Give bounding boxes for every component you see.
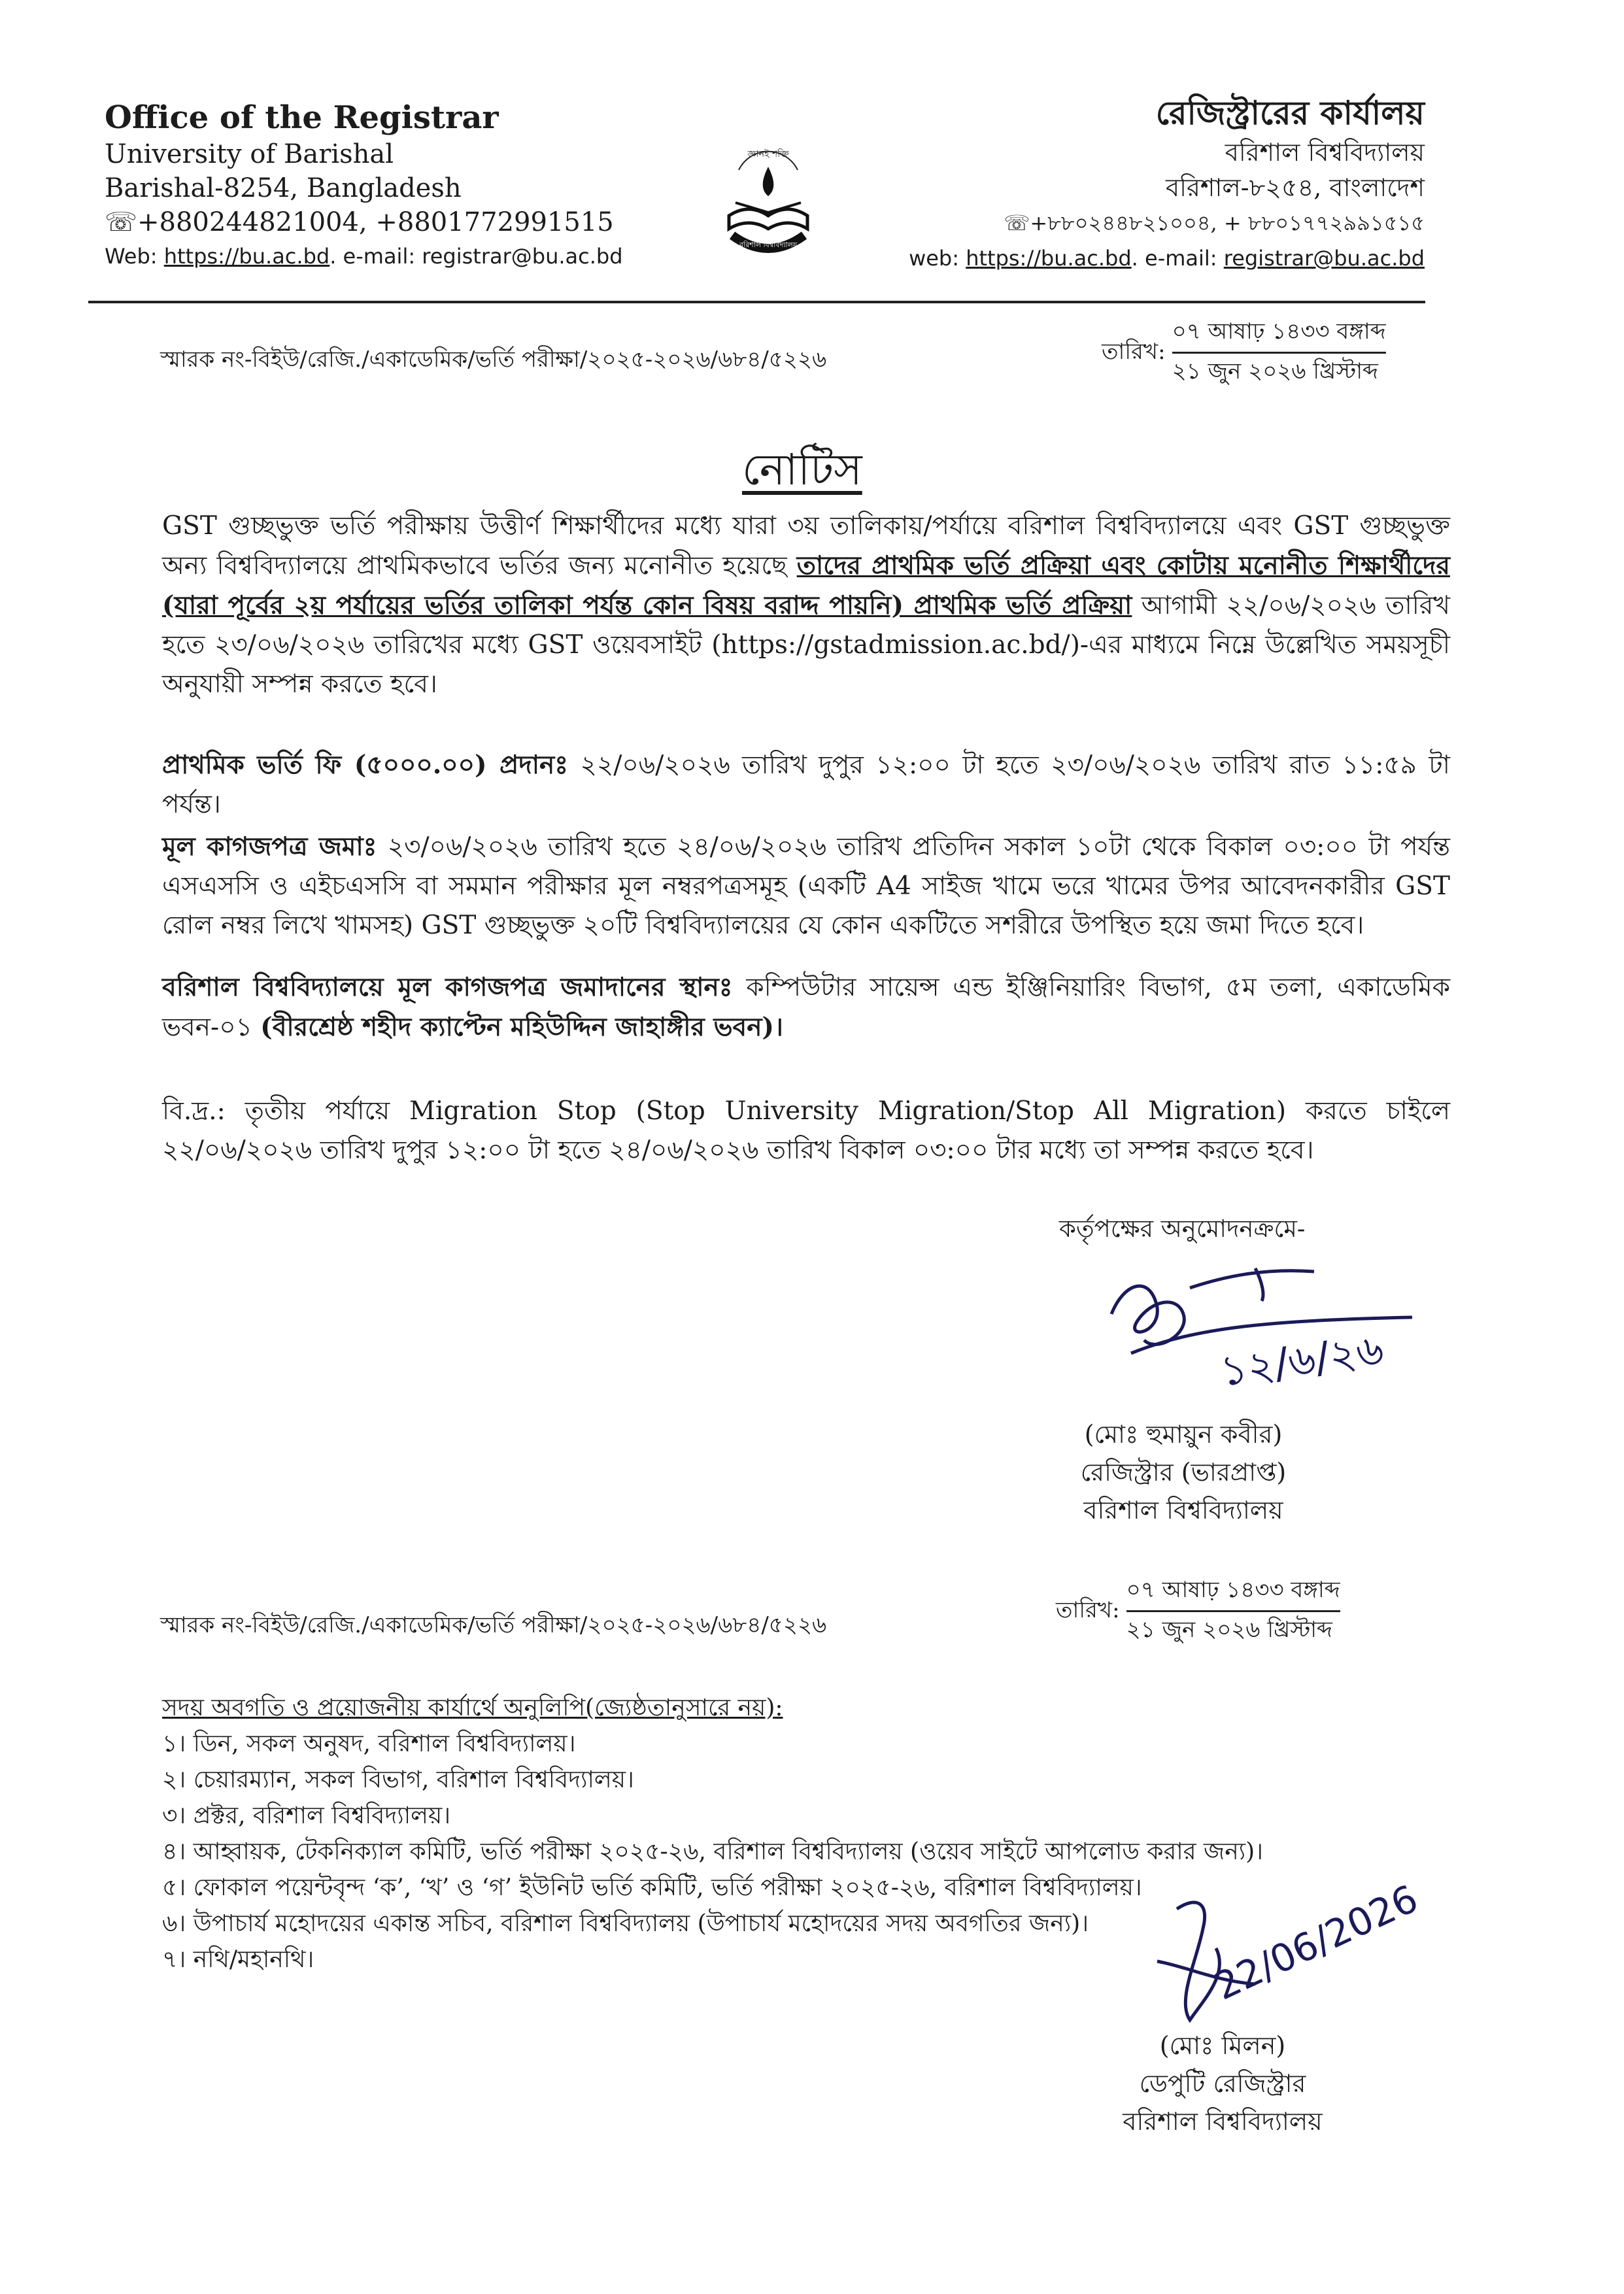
registrar-designation: রেজিস্ট্রার (ভারপ্রাপ্ত) bbox=[1080, 1458, 1287, 1487]
notice-paragraph-1: GST গুচ্ছভুক্ত ভর্তি পরীক্ষায় উত্তীর্ণ শিক্ষার্থীদের মধ্যে যারা ৩য় তালিকায়/পর্যায়ে বরিশাল বিশ্ববিদ্যালয়ে এবং GST গুচ্ছভুক্ত অন্য বিশ্ববিদ্যালয়ে প্রাথমিকভাবে ভর্তির জন্য মনোনীত হয়েছে তাদের প্রাথমিক ভর্তি প্রক্রিয়া এবং কোটায় মনোনীত শিক্ষার্থীদের (যারা পূর্বের ২য় পর্যায়ের ভর্তির তালিকা পর্যন্ত কোন বিষয় বরাদ্দ পায়নি) প্রাথমিক ভর্তি প্রক্রিয়া আগামী ২২/০৬/২০২৬ তারিখ হতে ২৩/০৬/২০২৬ তারিখের মধ্যে GST ওয়েবসাইট (https://gstadmission.ac.bd/)-এর মাধ্যমে নিম্নে উল্লেখিত সময়সূচী অনুযায়ী সম্পন্ন করতে হবে। bbox=[162, 511, 1450, 699]
header-divider bbox=[88, 301, 1425, 303]
memo-ref: স্মারক নং-বিইউ/রেজি./একাডেমিক/ভর্তি পরীক্ষা/২০২৫-২০২৬/৬৮৪/৫২২৬ bbox=[160, 346, 827, 373]
email-bn[interactable]: registrar@bu.ac.bd bbox=[1223, 246, 1425, 271]
university-name-en: University of Barishal bbox=[105, 139, 394, 169]
office-name-en: Office of the Registrar bbox=[105, 99, 499, 136]
approval-text: কর্তৃপক্ষের অনুমোদনক্রমে- bbox=[1059, 1215, 1306, 1243]
copy-list-item: ৩। প্রক্টর, বরিশাল বিশ্ববিদ্যালয়। bbox=[162, 1802, 451, 1829]
university-name-bn: বরিশাল বিশ্ববিদ্যালয় bbox=[1225, 138, 1425, 167]
email-en: . e-mail: registrar@bu.ac.bd bbox=[330, 244, 623, 269]
web-link-bn[interactable]: https://bu.ac.bd bbox=[966, 246, 1132, 271]
signatory-registrar bbox=[1040, 1415, 1327, 1529]
date-bangla-2: ০৭ আষাঢ় ১৪৩৩ বঙ্গাব্দ bbox=[1126, 1572, 1340, 1612]
web-line-en: Web: https://bu.ac.bd. e-mail: registrar@bu.ac.bd bbox=[105, 244, 623, 269]
svg-text:বরিশাল বিশ্ববিদ্যালয়: বরিশাল বিশ্ববিদ্যালয় bbox=[739, 241, 798, 249]
header-bangla bbox=[909, 92, 1425, 276]
deputy-designation: ডেপুটি রেজিস্ট্রার bbox=[1139, 2069, 1306, 2098]
web-link-en[interactable]: https://bu.ac.bd bbox=[163, 244, 330, 269]
copy-list-item: ৫। ফোকাল পয়েন্টবৃন্দ ‘ক’, ‘খ’ ও ‘গ’ ইউনিট ভর্তি কমিটি, ভর্তি পরীক্ষা ২০২৫-২৬, বরিশাল বিশ্ববিদ্যালয়। bbox=[162, 1874, 1142, 1901]
copy-section bbox=[162, 1690, 1263, 1978]
signature-date-1: ১২/৬/২৬ bbox=[1217, 1325, 1387, 1396]
memo-date-2: তারিখ: ০৭ আষাঢ় ১৪৩৩ বঙ্গাব্দ ২১ জুন ২০২৬ খ্রিস্টাব্দ bbox=[1056, 1572, 1340, 1647]
copy-heading: সদয় অবগতি ও প্রয়োজনীয় কার্যার্থে অনুলিপি(জ্যেষ্ঠতানুসারে নয়): bbox=[162, 1695, 783, 1721]
deputy-org: বরিশাল বিশ্ববিদ্যালয় bbox=[1123, 2107, 1323, 2136]
fee-paragraph: প্রাথমিক ভর্তি ফি (৫০০০.০০) প্রদানঃ ২২/০৬/২০২৬ তারিখ দুপুর ১২:০০ টা হতে ২৩/০৬/২০২৬ তারিখ রাত ১১:৫৯ টা পর্যন্ত। bbox=[162, 750, 1450, 819]
copy-list-item: ২। চেয়ারম্যান, সকল বিভাগ, বরিশাল বিশ্ববিদ্যালয়। bbox=[162, 1766, 634, 1793]
address-en: Barishal-8254, Bangladesh bbox=[105, 173, 462, 203]
signature-deputy bbox=[1138, 1870, 1438, 2040]
migration-note: বি.দ্র.: তৃতীয় পর্যায়ে Migration Stop (Stop University Migration/Stop All Migration) করতে চাইলে ২২/০৬/২০২৬ তারিখ দুপুর ১২:০০ টা হতে ২৪/০৬/২০২৬ তারিখ বিকাল ০৩:০০ টার মধ্যে তা সম্পন্ন করতে হবে। bbox=[162, 1096, 1450, 1165]
date-gregorian-2: ২১ জুন ২০২৬ খ্রিস্টাব্দ bbox=[1126, 1617, 1332, 1643]
signature-date-2: 22/06/2026 bbox=[1208, 1876, 1425, 2009]
memo-ref-2: স্মারক নং-বিইউ/রেজি./একাডেমিক/ভর্তি পরীক্ষা/২০২৫-২০২৬/৬৮৪/৫২২৬ bbox=[160, 1612, 827, 1638]
copy-list-item: ১। ডিন, সকল অনুষদ, বরিশাল বিশ্ববিদ্যালয়। bbox=[162, 1730, 576, 1757]
date-bangla: ০৭ আষাঢ় ১৪৩৩ বঙ্গাব্দ bbox=[1172, 314, 1386, 354]
web-line-bn: web: https://bu.ac.bd. e-mail: registrar@bu.ac.bd bbox=[909, 246, 1425, 271]
signature-registrar bbox=[1098, 1255, 1438, 1406]
registrar-name: (মোঃ হুমায়ুন কবীর) bbox=[1084, 1420, 1283, 1449]
registrar-org: বরিশাল বিশ্ববিদ্যালয় bbox=[1083, 1496, 1283, 1525]
copy-list-item: ৬। উপাচার্য মহোদয়ের একান্ত সচিব, বরিশাল বিশ্ববিদ্যালয় (উপাচার্য মহোদয়ের সদয় অবগতির জন্য)। bbox=[162, 1910, 1089, 1937]
date-gregorian: ২১ জুন ২০২৬ খ্রিস্টাব্দ bbox=[1172, 358, 1378, 384]
memo-date: তারিখ: ০৭ আষাঢ় ১৪৩৩ বঙ্গাব্দ ২১ জুন ২০২৬ খ্রিস্টাব্দ bbox=[1102, 314, 1386, 389]
office-name-bn: রেজিস্ট্রারের কার্যালয় bbox=[1155, 93, 1425, 132]
university-logo bbox=[716, 131, 820, 261]
copy-list-item: ৪। আহ্বায়ক, টেকনিক্যাল কমিটি, ভর্তি পরীক্ষা ২০২৫-২৬, বরিশাল বিশ্ববিদ্যালয় (ওয়েব সাইটে আপলোড করার জন্য)। bbox=[162, 1838, 1264, 1865]
copy-list-item: ৭। নথি/মহানথি। bbox=[162, 1946, 314, 1973]
svg-text:জ্ঞানই শক্তি: জ্ঞানই শক্তি bbox=[747, 149, 789, 160]
documents-paragraph: মূল কাগজপত্র জমাঃ ২৩/০৬/২০২৬ তারিখ হতে ২৪/০৬/২০২৬ তারিখ প্রতিদিন সকাল ১০টা থেকে বিকাল ০৩:০০ টা পর্যন্ত এসএসসি ও এইচএসসি বা সমমান পরীক্ষার মূল নম্বরপত্রসমূহ (একটি A4 সাইজ খামে ভরে খামের উপর আবেদনকারীর GST রোল নম্বর লিখে খামসহ) GST গুচ্ছভুক্ত ২০টি বিশ্ববিদ্যালয়ের যে কোন একটিতে সশরীরে উপস্থিত হয়ে জমা দিতে হবে। bbox=[162, 832, 1450, 940]
phone-bn: ☏+৮৮০২৪৪৮২১০০৪, + ৮৮০১৭৭২৯৯১৫১৫ bbox=[1004, 211, 1425, 235]
header-english bbox=[105, 98, 623, 273]
location-paragraph: বরিশাল বিশ্ববিদ্যালয়ে মূল কাগজপত্র জমাদানের স্থানঃ কম্পিউটার সায়েন্স এন্ড ইঞ্জিনিয়ারিং বিভাগ, ৫ম তলা, একাডেমিক ভবন-০১ (বীরশ্রেষ্ঠ শহীদ ক্যাপ্টেন মহিউদ্দিন জাহাঙ্গীর ভবন)। bbox=[162, 972, 1450, 1042]
phone-en: ☏+880244821004, +8801772991515 bbox=[105, 207, 614, 237]
deputy-name: (মোঃ মিলন) bbox=[1159, 2031, 1286, 2060]
highlight-process: তাদের প্রাথমিক ভর্তি প্রক্রিয়া এবং কোটায় মনোনীত শিক্ষার্থীদের (যারা পূর্বের ২য় পর্যায়ের ভর্তির তালিকা পর্যন্ত কোন বিষয় বরাদ্দ পায়নি) প্রাথমিক ভর্তি প্রক্রিয়া bbox=[162, 550, 1450, 620]
signatory-deputy bbox=[1085, 2027, 1360, 2140]
address-bn: বরিশাল-৮২৫৪, বাংলাদেশ bbox=[1166, 173, 1425, 202]
notice-title: নোটিস bbox=[742, 445, 862, 495]
